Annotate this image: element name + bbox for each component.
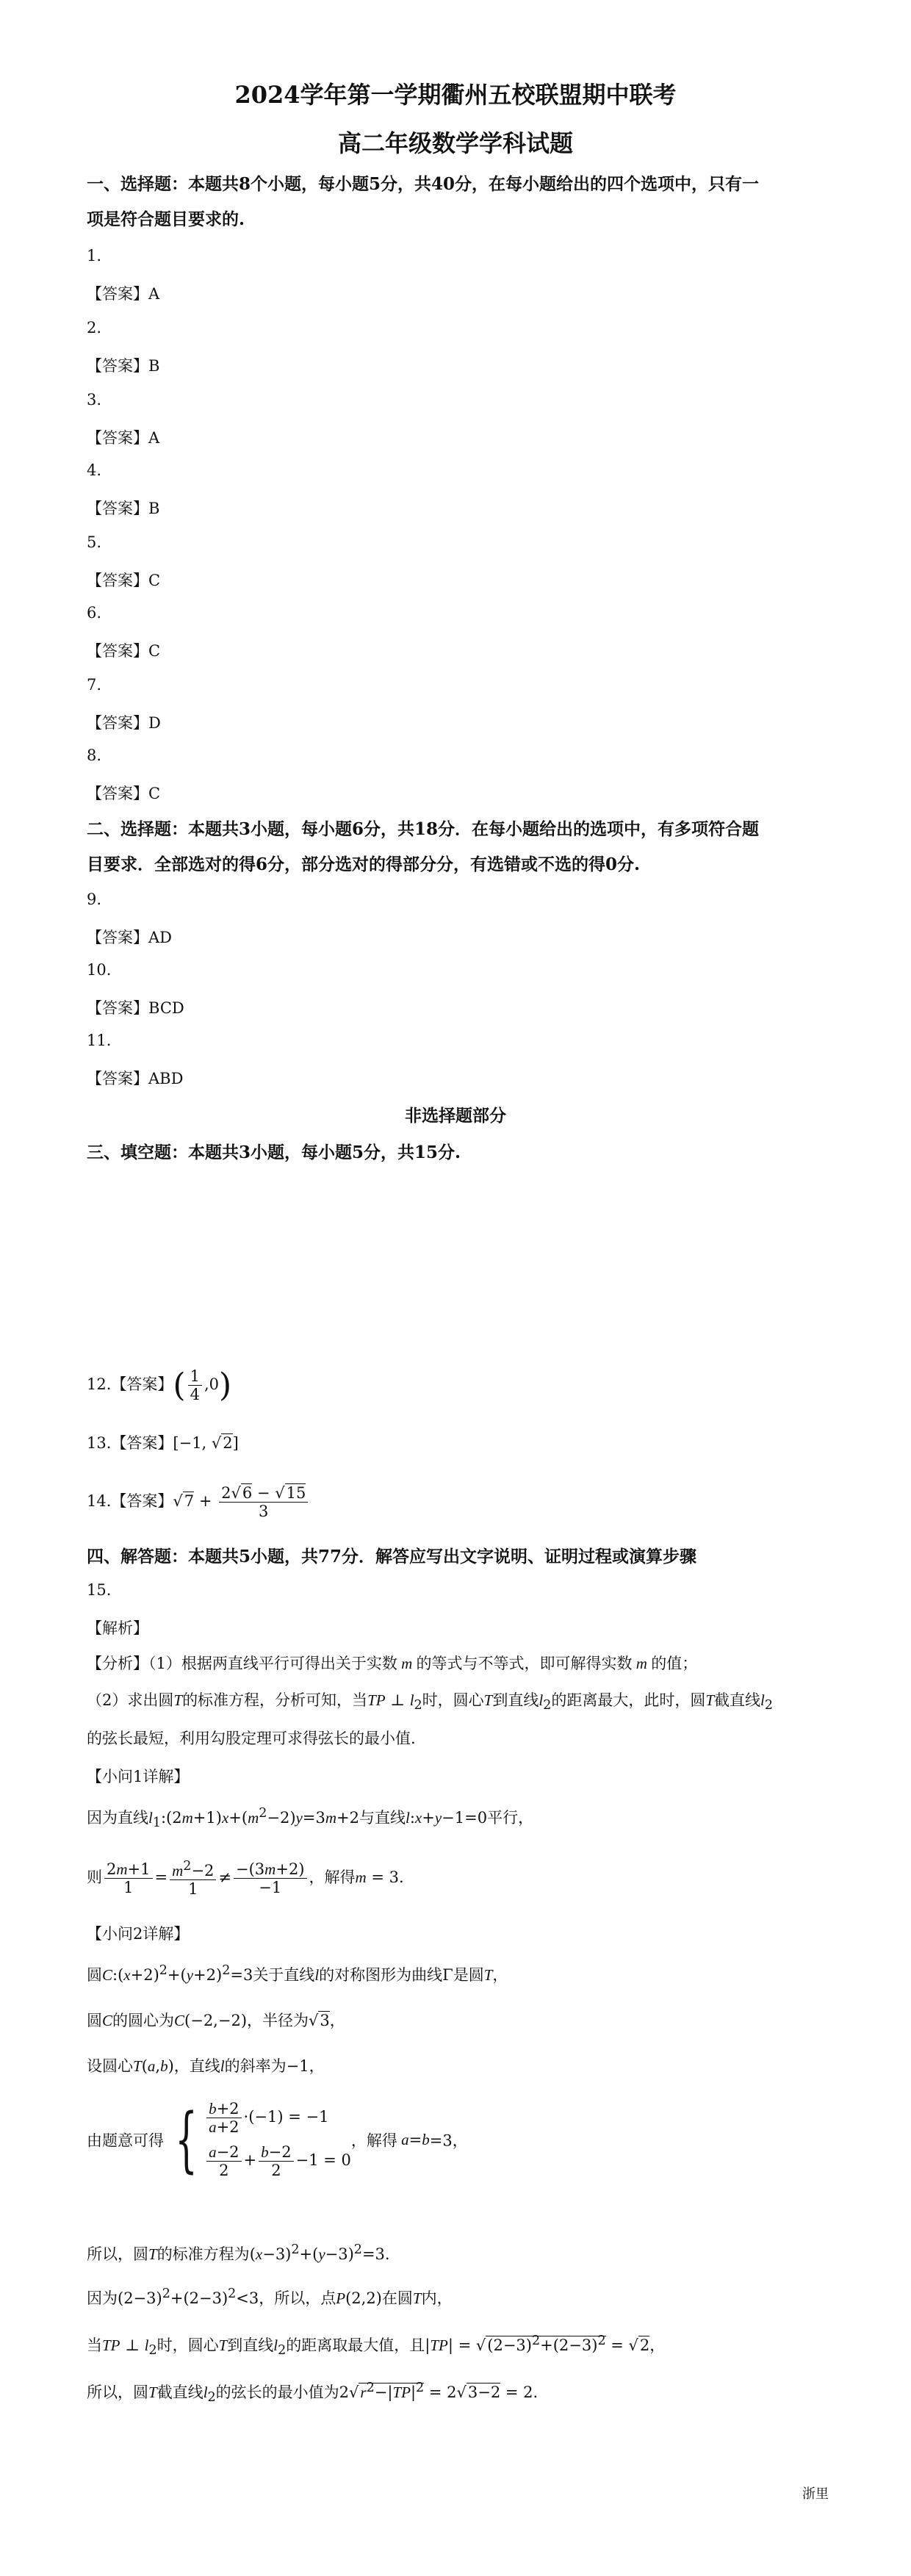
solution2-line-2: 圆C的圆心为C(−2,−2)，半径为√3，	[87, 2012, 345, 2029]
answer-12: 12.【答案】( $\frac{1}{4}$ ,0)	[87, 1367, 232, 1404]
solution2-line-1: 圆$C:(x+2)^2+(y+2)^2=3$关于直线l的对称图形为曲线Γ是圆T，	[87, 1963, 508, 1984]
answer-line: 【答案】B	[87, 500, 160, 517]
analysis-line-2: （2）求出圆T的标准方程，分析可知，当TP ⊥ $l_2$时，圆心T到直线$l_2$的距离最大，此时，圆T截直线$l_2$	[87, 1691, 774, 1713]
answer-line: 【答案】ABD	[87, 1070, 184, 1087]
analysis-line-3: 的弦长最短，利用勾股定理可求得弦长的最小值.	[87, 1730, 416, 1747]
non-choice-heading: 非选择题部分	[405, 1106, 506, 1126]
question-number: 4.	[87, 461, 102, 479]
solution2-system: 由题意可得 { $\frac{b+2}{a+2}$ ·(−1) = −1 $\frac{a-2}{2}$ + $\frac{b-2}{2}$ −1 = 0 ，解得 a=b=3，	[87, 2098, 468, 2181]
solution2-line-8: 所以，圆T截直线$l_2$的弦长的最小值为$2√r^2-|TP|^2 = 2√3-2 = 2$.	[87, 2381, 539, 2406]
answer-line: 【答案】AD	[87, 929, 173, 946]
question-number: 1.	[87, 247, 102, 265]
question-number: 6.	[87, 604, 102, 622]
sub2-tag: 【小问2详解】	[87, 1925, 190, 1943]
question-number: 5.	[87, 533, 102, 551]
answer-line: 【答案】A	[87, 285, 160, 303]
section3-heading: 三、填空题：本题共3小题，每小题5分，共15分.	[87, 1143, 461, 1162]
question-number: 7.	[87, 676, 102, 694]
section2-heading-line2: 目要求．全部选对的得6分，部分选对的得部分分，有选错或不选的得0分.	[87, 855, 641, 874]
question-number: 9.	[87, 891, 102, 908]
footer-watermark: 浙里	[802, 2486, 829, 2502]
answer-line: 【答案】A	[87, 429, 160, 447]
analysis-line-1: 【分析】（1）根据两直线平行可得出关于实数 m 的等式与不等式，即可解得实数 m 的值；	[87, 1655, 698, 1672]
section1-heading-line2: 项是符合题目要求的.	[87, 209, 245, 229]
solution2-line-6: 因为$(2-3)^2+(2-3)^2<3$，所以，点P(2,2)在圆T内，	[87, 2287, 453, 2307]
solution2-line-3: 设圆心T(a,b)，直线l的斜率为−1，	[87, 2057, 325, 2075]
answer-line: 【答案】C	[87, 572, 161, 589]
section2-heading-line1: 二、选择题：本题共3小题，每小题6分，共18分．在每小题给出的选项中，有多项符合题	[87, 819, 760, 839]
answer-line: 【答案】C	[87, 642, 161, 660]
question-number: 15.	[87, 1581, 112, 1599]
section4-heading: 四、解答题：本题共5小题，共77分．解答应写出文字说明、证明过程或演算步骤	[87, 1547, 697, 1566]
analysis-tag: 【解析】	[87, 1619, 148, 1637]
question-number: 10.	[87, 961, 112, 979]
question-number: 3.	[87, 391, 102, 409]
answer-line: 【答案】BCD	[87, 999, 184, 1017]
solution1-line-1: 因为直线$l_1:(2m+1)x+(m^2-2)y=3m+2$与直线l:x+y−1=0平行，	[87, 1806, 534, 1831]
question-number: 2.	[87, 319, 102, 337]
section1-heading-line1: 一、选择题：本题共8个小题，每小题5分，共40分，在每小题给出的四个选项中，只有一	[87, 174, 760, 194]
solution2-line-5: 所以，圆T的标准方程为$(x-3)^2+(y-3)^2=3$.	[87, 2242, 390, 2263]
question-number: 8.	[87, 746, 102, 764]
question-number: 11.	[87, 1032, 112, 1049]
page-title: 2024学年第一学期衢州五校联盟期中联考	[234, 81, 677, 109]
solution2-line-7: 当TP ⊥ $l_2$时，圆心T到直线$l_2$的距离取最大值，且$|TP| = √(2-3)^2+(2-3)^2 = √2$，	[87, 2334, 666, 2359]
page-subtitle: 高二年级数学学科试题	[337, 129, 573, 157]
answer-13: 13.【答案】[−1, √2]	[87, 1434, 239, 1452]
answer-line: 【答案】C	[87, 785, 161, 802]
answer-line: 【答案】B	[87, 357, 160, 375]
answer-line: 【答案】D	[87, 714, 161, 732]
answer-14: 14.【答案】√7 + $\frac{2√6 - √15}{3}$	[87, 1484, 310, 1520]
solution1-line-2: 则 $\frac{2m+1}{1}$ = $\frac{m^2-2}{1}$ ≠ $\frac{-(3m+2)}{-1}$ ，解得m = 3.	[87, 1859, 404, 1899]
sub1-tag: 【小问1详解】	[87, 1768, 190, 1785]
